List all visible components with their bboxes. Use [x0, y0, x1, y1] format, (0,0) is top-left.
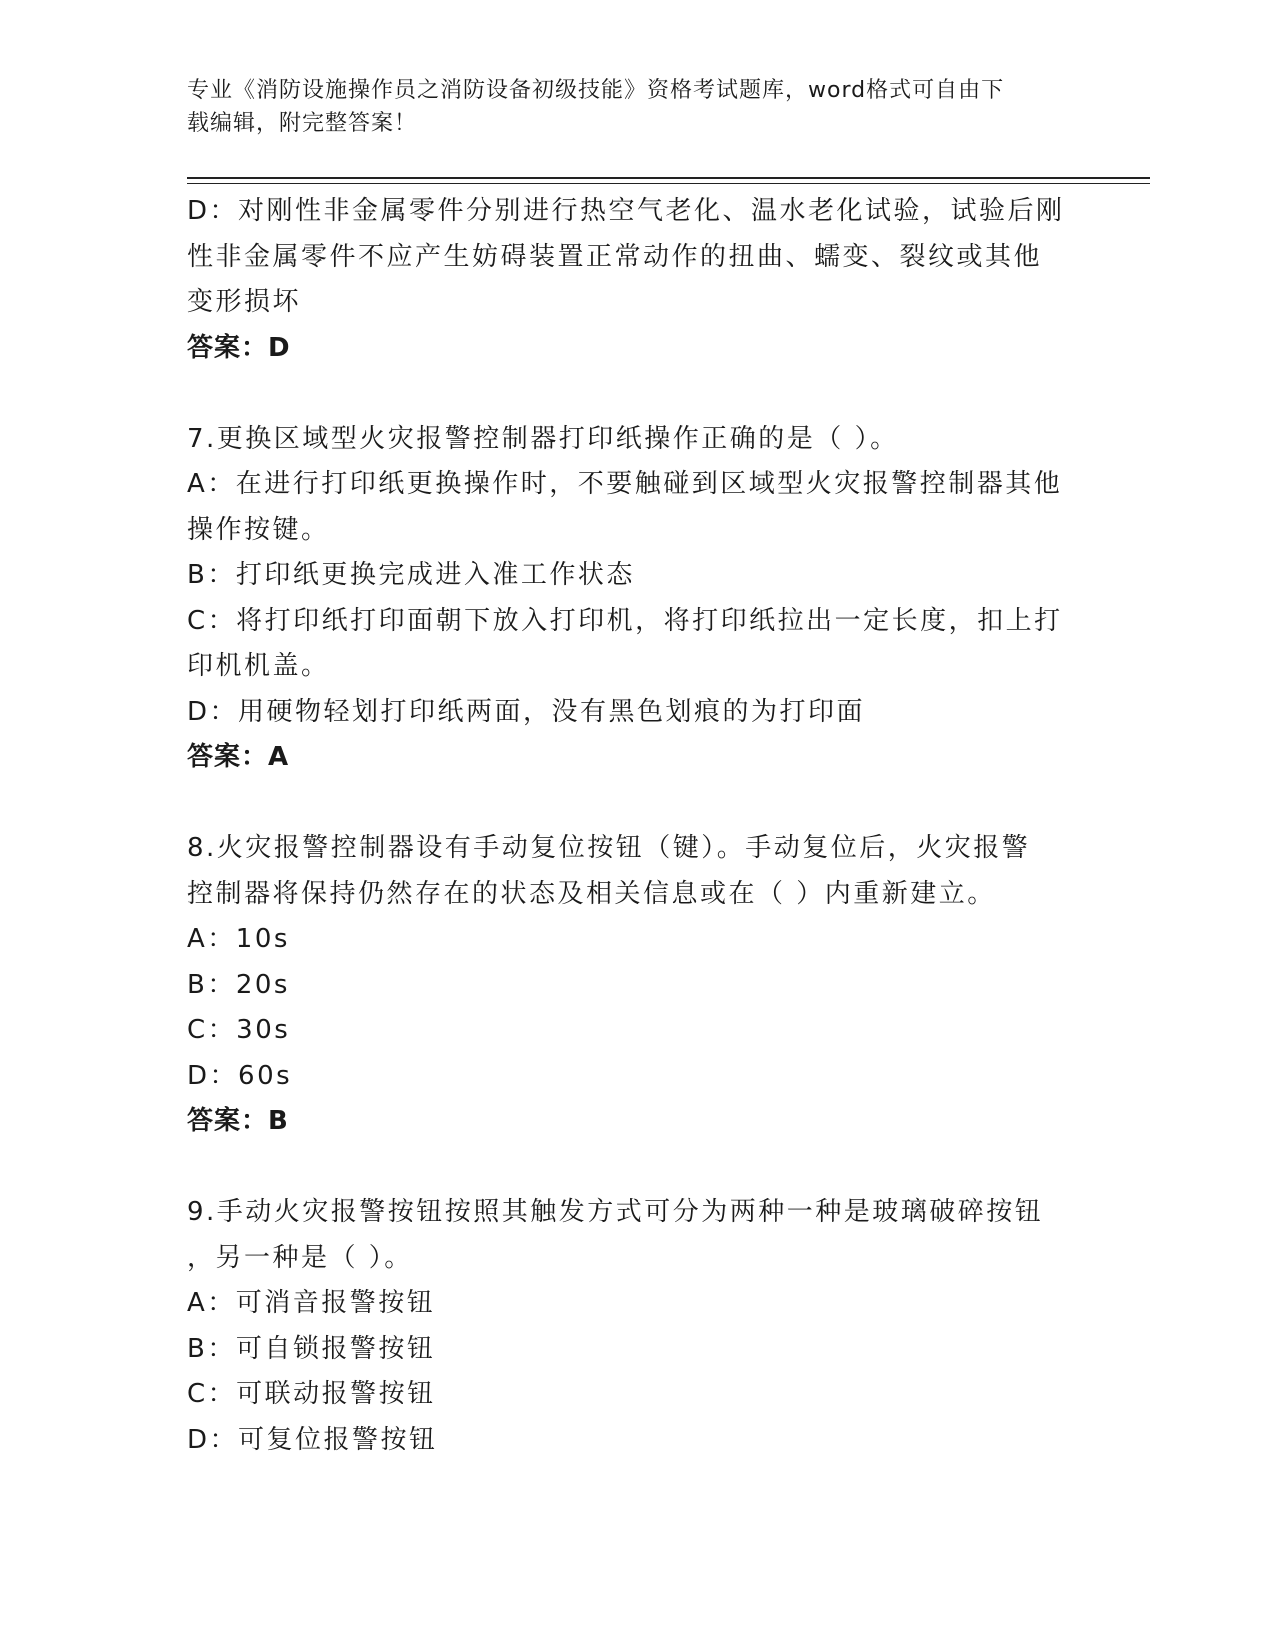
- question-9-option-d: D：可复位报警按钮: [187, 1424, 438, 1455]
- question-7-option-a-line-1: A：在进行打印纸更换操作时，不要触碰到区域型火灾报警控制器其他: [187, 469, 1063, 499]
- question-7-option-d: D：用硬物轻划打印纸两面，没有黑色划痕的为打印面: [187, 696, 866, 727]
- question-9-stem-line-2: ，另一种是（ ）。: [187, 1242, 413, 1273]
- question-9-option-b: B：可自锁报警按钮: [187, 1333, 436, 1364]
- option-d-line-2: 性非金属零件不应产生妨碍装置正常动作的扭曲、蠕变、裂纹或其他: [187, 241, 1043, 272]
- option-d-line-3: 变形损坏: [187, 287, 302, 317]
- question-9-option-a: A：可消音报警按钮: [187, 1288, 436, 1318]
- question-7: [187, 417, 1087, 781]
- question-7-option-c-line-2: 印机机盖。: [187, 651, 330, 681]
- option-d-line-1: D：对刚性非金属零件分别进行热空气老化、温水老化试验，试验后刚: [187, 196, 1065, 226]
- question-8-stem-line-1: 8.火灾报警控制器设有手动复位按钮（键）。手动复位后，火灾报警: [187, 833, 1031, 863]
- spacer: [187, 371, 1087, 417]
- question-7-stem: 7.更换区域型火灾报警控制器打印纸操作正确的是（ ）。: [187, 423, 899, 454]
- question-8-answer: 答案：B: [187, 1106, 289, 1136]
- question-8-option-b: B：20s: [187, 969, 290, 1000]
- question-8-option-d: D：60s: [187, 1060, 293, 1091]
- spacer: [187, 1145, 1087, 1191]
- prev-question-block: [187, 189, 1087, 371]
- document-body: [187, 189, 1087, 1463]
- header-line-1: 专业《消防设施操作员之消防设备初级技能》资格考试题库，word格式可自由下: [187, 78, 1005, 103]
- question-7-answer: 答案：A: [187, 742, 290, 772]
- question-8-stem-line-2: 控制器将保持仍然存在的状态及相关信息或在（ ）内重新建立。: [187, 878, 996, 909]
- question-8-option-a: A：10s: [187, 924, 290, 954]
- question-8: [187, 826, 1087, 1145]
- header-line-2: 载编辑，附完整答案！: [187, 111, 418, 136]
- question-8-option-c: C：30s: [187, 1015, 291, 1045]
- question-9: [187, 1190, 1087, 1463]
- question-7-option-a-line-2: 操作按键。: [187, 514, 330, 545]
- question-9-option-c: C：可联动报警按钮: [187, 1379, 436, 1409]
- header-divider-thick: [187, 177, 1150, 179]
- answer-prev: 答案：D: [187, 332, 291, 363]
- spacer: [187, 781, 1087, 827]
- question-7-option-b: B：打印纸更换完成进入准工作状态: [187, 560, 635, 590]
- document-header: [187, 74, 1067, 140]
- header-divider-thin: [187, 183, 1150, 184]
- question-9-stem-line-1: 9.手动火灾报警按钮按照其触发方式可分为两种一种是玻璃破碎按钮: [187, 1197, 1044, 1227]
- question-7-option-c-line-1: C：将打印纸打印面朝下放入打印机，将打印纸拉出一定长度，扣上打: [187, 605, 1063, 636]
